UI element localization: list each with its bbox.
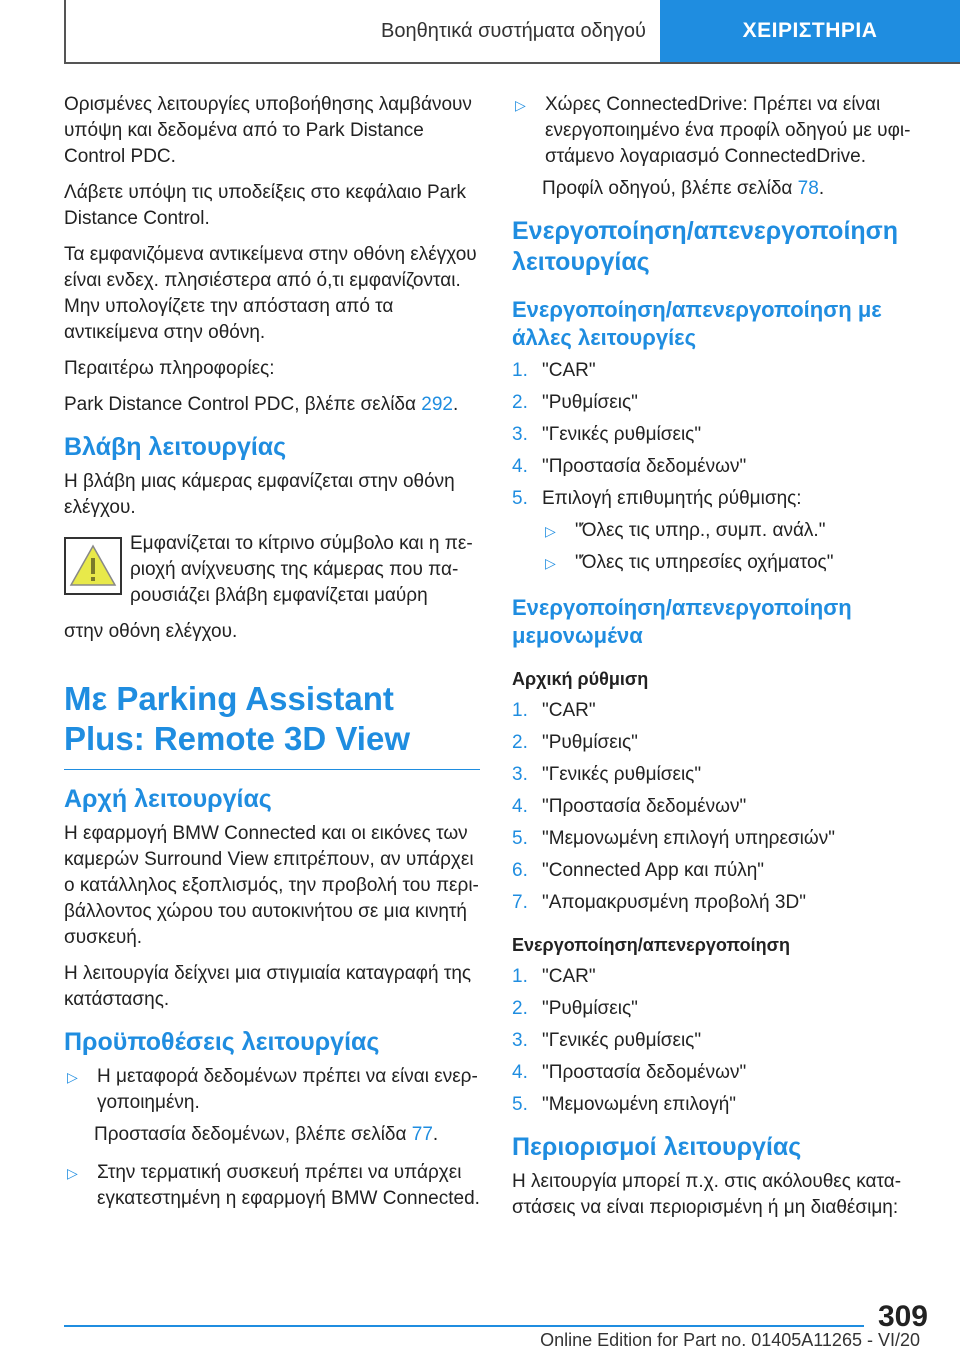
tab-controls[interactable]: ΧΕΙΡΙΣΤΗΡΙΑ bbox=[660, 0, 960, 62]
step-number: 1. bbox=[512, 360, 528, 381]
step-text: "Γενικές ρυθμίσεις" bbox=[542, 764, 702, 785]
list-item bbox=[64, 1064, 480, 1116]
step-number: 6. bbox=[512, 860, 528, 881]
step-number: 2. bbox=[512, 732, 528, 753]
paragraph: Ορισμένες λειτουργίες υποβοήθησης λαμβάνουν υπόψη και δεδομένα από το Park Distance Control PDC. bbox=[64, 94, 472, 167]
paragraph: Η βλάβη μιας κάμερας εμφανίζεται στην οθόνη ελέγχου. bbox=[64, 471, 455, 518]
step-text: "Γενικές ρυθμίσεις" bbox=[542, 1030, 702, 1051]
section-heading-activation: Ενεργοποίηση/απενεργοποίηση λειτουργίας bbox=[512, 217, 899, 276]
paragraph: Η εφαρμογή BMW Connected και οι εικόνες των καμερών Surround View επιτρέπουν, αν υπάρχει ο κατάλληλος εξοπλισμός, την προβολή του περιβάλλοντος χώρου του αυτοκινήτου σε μια κινητή συσκευή. bbox=[64, 823, 479, 948]
paragraph: Περαιτέρω πληροφορίες: bbox=[64, 358, 275, 379]
page-link-77[interactable]: 77 bbox=[411, 1124, 433, 1145]
subsection-heading-with-others: Ενεργοποίηση/απενεργοποίηση με άλλες λειτουργίες bbox=[512, 297, 882, 350]
step-text: "Connected App και πύλη" bbox=[542, 860, 765, 881]
step-number: 4. bbox=[512, 1062, 528, 1083]
list-item-text: "Όλες τις υπηρεσίες οχήματος" bbox=[575, 552, 834, 573]
paragraph: Τα εμφανιζόμενα αντικείμενα στην οθόνη ελέγχου είναι ενδεχ. πλησιέστερα από ό,τι εμφανίζονται. Μην υπολογίζετε την απόσταση από τα αντικείμενα στην οθόνη. bbox=[64, 244, 477, 343]
step-item bbox=[512, 486, 912, 512]
step-number: 3. bbox=[512, 764, 528, 785]
step-item bbox=[512, 358, 912, 384]
step-number: 3. bbox=[512, 424, 528, 445]
edition-text: Online Edition for Part no. 01405A11265 - VI/20 bbox=[540, 1330, 920, 1350]
step-text: "Προστασία δεδομένων" bbox=[542, 1062, 747, 1083]
footer-divider bbox=[64, 1325, 864, 1327]
step-text: "CAR" bbox=[542, 700, 596, 721]
step-item bbox=[512, 890, 912, 916]
section-heading-principle: Αρχή λειτουργίας bbox=[64, 785, 272, 813]
step-item bbox=[512, 1028, 912, 1054]
subsection-heading-individual: Ενεργοποίηση/απενεργοποίηση μεμονωμένα bbox=[512, 595, 852, 648]
step-item bbox=[512, 730, 912, 756]
step-text: "Ρυθμίσεις" bbox=[542, 392, 638, 413]
header-title: Βοηθητικά συστήματα οδηγού bbox=[381, 19, 646, 42]
step-text: "CAR" bbox=[542, 360, 596, 381]
chapter-heading: Με Parking Assistant Plus: Remote 3D View bbox=[64, 679, 480, 770]
step-item bbox=[512, 1092, 912, 1118]
warning-text: Εμφανίζεται το κίτρινο σύμβολο και η περιοχή ανίχνευσης της κάμερας που παρουσιάζει βλάβη εμφανίζεται μαύρη bbox=[130, 533, 473, 606]
sub-list-item bbox=[542, 518, 912, 544]
reference-text: Park Distance Control PDC, βλέπε σελίδα bbox=[64, 394, 416, 415]
triangle-bullet-icon: ▷ bbox=[545, 555, 556, 571]
reference-note bbox=[512, 176, 912, 202]
triangle-bullet-icon: ▷ bbox=[67, 1069, 78, 1085]
step-item bbox=[512, 1060, 912, 1086]
step-text: "Ρυθμίσεις" bbox=[542, 998, 638, 1019]
step-item bbox=[512, 422, 912, 448]
section-heading-prerequisites: Προϋποθέσεις λειτουργίας bbox=[64, 1028, 380, 1056]
step-number: 2. bbox=[512, 998, 528, 1019]
list-item bbox=[512, 92, 912, 170]
list-item-text: Η μεταφορά δεδομένων πρέπει να είναι ενεργοποιημένη. bbox=[97, 1066, 478, 1113]
step-text: "Μεμονωμένη επιλογή υπηρεσιών" bbox=[542, 828, 835, 849]
step-item bbox=[512, 762, 912, 788]
reference-note bbox=[64, 1122, 480, 1148]
reference-text: Προστασία δεδομένων, βλέπε σελίδα bbox=[94, 1124, 407, 1145]
step-number: 5. bbox=[512, 828, 528, 849]
paragraph: Λάβετε υπόψη τις υποδείξεις στο κεφάλαιο Park Distance Control. bbox=[64, 182, 467, 229]
warning-text-continued: στην οθόνη ελέγχου. bbox=[64, 621, 238, 642]
paragraph: Η λειτουργία δείχνει μια στιγμιαία καταγραφή της κατάστασης. bbox=[64, 963, 472, 1010]
triangle-bullet-icon: ▷ bbox=[67, 1165, 78, 1181]
step-text: "Προστασία δεδομένων" bbox=[542, 456, 747, 477]
step-text: Επιλογή επιθυμητής ρύθμισης: bbox=[542, 488, 802, 509]
step-item bbox=[512, 794, 912, 820]
step-number: 1. bbox=[512, 700, 528, 721]
page-link-78[interactable]: 78 bbox=[797, 178, 819, 199]
triangle-bullet-icon: ▷ bbox=[545, 523, 556, 539]
step-number: 2. bbox=[512, 392, 528, 413]
warning-icon bbox=[66, 539, 120, 593]
list-item bbox=[64, 1160, 480, 1212]
paragraph: Η λειτουργία μπορεί π.χ. στις ακόλουθες καταστάσεις να είναι περιορισμένη ή μη διαθέσιμη: bbox=[512, 1171, 902, 1218]
section-heading-fault: Βλάβη λειτουργίας bbox=[64, 433, 287, 461]
step-number: 5. bbox=[512, 1094, 528, 1115]
step-item bbox=[512, 454, 912, 480]
reference-text: Προφίλ οδηγού, βλέπε σελίδα bbox=[542, 178, 793, 199]
step-text: "Ρυθμίσεις" bbox=[542, 732, 638, 753]
step-number: 4. bbox=[512, 456, 528, 477]
step-number: 7. bbox=[512, 892, 528, 913]
label-initial-setting: Αρχική ρύθμιση bbox=[512, 669, 649, 689]
reference-end: . bbox=[818, 178, 825, 199]
left-column bbox=[64, 92, 480, 1218]
reference-end: . bbox=[452, 394, 459, 415]
step-number: 5. bbox=[512, 488, 528, 509]
step-text: "Μεμονωμένη επιλογή" bbox=[542, 1094, 737, 1115]
step-item bbox=[512, 964, 912, 990]
step-item bbox=[512, 390, 912, 416]
step-number: 3. bbox=[512, 1030, 528, 1051]
page-number: 309 bbox=[877, 1300, 928, 1333]
step-text: "Γενικές ρυθμίσεις" bbox=[542, 424, 702, 445]
list-item-text: "Όλες τις υπηρ., συμπ. ανάλ." bbox=[575, 520, 826, 541]
step-text: "Απομακρυσμένη προβολή 3D" bbox=[542, 892, 806, 913]
right-column bbox=[512, 92, 912, 1231]
reference-end: . bbox=[432, 1124, 439, 1145]
triangle-bullet-icon: ▷ bbox=[515, 97, 526, 113]
step-number: 4. bbox=[512, 796, 528, 817]
step-item bbox=[512, 858, 912, 884]
label-toggle: Ενεργοποίηση/απενεργοποίηση bbox=[512, 935, 790, 955]
paragraph-with-link bbox=[64, 392, 480, 418]
step-item bbox=[512, 996, 912, 1022]
warning-icon-frame bbox=[64, 537, 122, 595]
step-item bbox=[512, 698, 912, 724]
warning-block bbox=[64, 531, 480, 645]
step-text: "Προστασία δεδομένων" bbox=[542, 796, 747, 817]
step-item bbox=[512, 826, 912, 852]
list-item-text: Στην τερματική συσκευή πρέπει να υπάρχει εγκατεστημένη η εφαρμογή BMW Connected. bbox=[97, 1162, 480, 1209]
step-text: "CAR" bbox=[542, 966, 596, 987]
step-number: 1. bbox=[512, 966, 528, 987]
list-item-text: Χώρες ConnectedDrive: Πρέπει να είναι ενεργοποιημένο ένα προφίλ οδηγού με υφιστάμενο λογαριασμό ConnectedDrive. bbox=[545, 94, 911, 167]
sub-list-item bbox=[542, 550, 912, 576]
section-heading-limits: Περιορισμοί λειτουργίας bbox=[512, 1133, 802, 1161]
page-link-292[interactable]: 292 bbox=[421, 394, 453, 415]
